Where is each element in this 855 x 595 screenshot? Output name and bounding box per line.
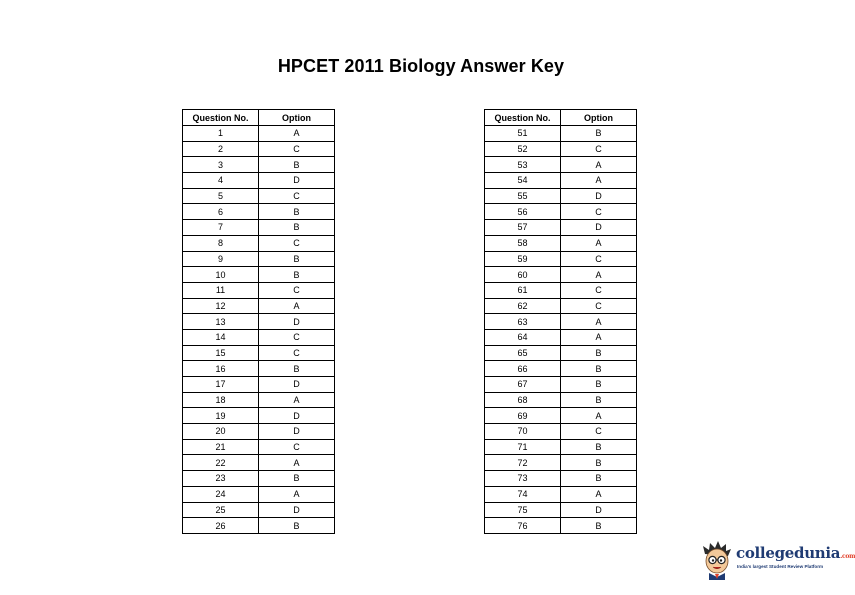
question-number-cell: 22 bbox=[183, 455, 259, 471]
option-cell: C bbox=[259, 188, 335, 204]
table-row bbox=[485, 392, 637, 408]
table-row bbox=[183, 486, 335, 502]
question-no-header: Question No. bbox=[485, 110, 561, 126]
table-row bbox=[485, 439, 637, 455]
table-row bbox=[485, 298, 637, 314]
table-row bbox=[485, 314, 637, 330]
option-cell: C bbox=[561, 282, 637, 298]
table-row bbox=[485, 126, 637, 142]
option-cell: A bbox=[561, 314, 637, 330]
question-number-cell: 13 bbox=[183, 314, 259, 330]
option-cell: B bbox=[259, 267, 335, 283]
option-cell: B bbox=[259, 361, 335, 377]
option-header: Option bbox=[561, 110, 637, 126]
question-number-cell: 73 bbox=[485, 471, 561, 487]
option-cell: B bbox=[259, 471, 335, 487]
table-row bbox=[183, 361, 335, 377]
question-number-cell: 74 bbox=[485, 486, 561, 502]
question-number-cell: 18 bbox=[183, 392, 259, 408]
option-cell: C bbox=[259, 141, 335, 157]
logo-tagline: India's largest Student Review Platform bbox=[737, 564, 824, 569]
table-row bbox=[485, 518, 637, 534]
option-cell: A bbox=[259, 126, 335, 142]
question-number-cell: 76 bbox=[485, 518, 561, 534]
question-number-cell: 10 bbox=[183, 267, 259, 283]
option-cell: A bbox=[259, 392, 335, 408]
option-cell: D bbox=[259, 502, 335, 518]
question-number-cell: 12 bbox=[183, 298, 259, 314]
table-row bbox=[485, 502, 637, 518]
option-cell: A bbox=[561, 408, 637, 424]
question-number-cell: 1 bbox=[183, 126, 259, 142]
question-number-cell: 5 bbox=[183, 188, 259, 204]
table-row bbox=[485, 471, 637, 487]
option-cell: B bbox=[259, 518, 335, 534]
table-row bbox=[183, 141, 335, 157]
logo-name: collegedunia bbox=[736, 544, 841, 562]
question-number-cell: 58 bbox=[485, 235, 561, 251]
option-cell: C bbox=[259, 282, 335, 298]
table-row bbox=[183, 173, 335, 189]
table-row bbox=[183, 157, 335, 173]
option-cell: D bbox=[259, 173, 335, 189]
question-number-cell: 20 bbox=[183, 424, 259, 440]
table-header-row bbox=[183, 110, 335, 126]
table-row bbox=[485, 251, 637, 267]
question-number-cell: 25 bbox=[183, 502, 259, 518]
question-number-cell: 3 bbox=[183, 157, 259, 173]
table-row bbox=[485, 282, 637, 298]
question-number-cell: 16 bbox=[183, 361, 259, 377]
question-number-cell: 51 bbox=[485, 126, 561, 142]
table-row bbox=[183, 251, 335, 267]
option-cell: C bbox=[259, 235, 335, 251]
question-number-cell: 69 bbox=[485, 408, 561, 424]
option-cell: C bbox=[561, 298, 637, 314]
option-cell: B bbox=[561, 377, 637, 393]
option-cell: D bbox=[259, 314, 335, 330]
table-row bbox=[485, 220, 637, 236]
answer-key-table-right bbox=[484, 109, 637, 534]
option-cell: C bbox=[259, 329, 335, 345]
question-number-cell: 59 bbox=[485, 251, 561, 267]
option-cell: D bbox=[259, 377, 335, 393]
table-row bbox=[183, 298, 335, 314]
option-cell: A bbox=[561, 235, 637, 251]
table-row bbox=[183, 329, 335, 345]
table-row bbox=[183, 455, 335, 471]
table-row bbox=[485, 235, 637, 251]
question-number-cell: 2 bbox=[183, 141, 259, 157]
option-cell: C bbox=[561, 251, 637, 267]
question-number-cell: 68 bbox=[485, 392, 561, 408]
table-row bbox=[183, 502, 335, 518]
question-number-cell: 57 bbox=[485, 220, 561, 236]
table-row bbox=[485, 424, 637, 440]
option-cell: B bbox=[259, 251, 335, 267]
option-cell: A bbox=[259, 486, 335, 502]
question-number-cell: 61 bbox=[485, 282, 561, 298]
question-number-cell: 66 bbox=[485, 361, 561, 377]
table-row bbox=[183, 204, 335, 220]
option-cell: B bbox=[561, 126, 637, 142]
page-title: HPCET 2011 Biology Answer Key bbox=[277, 56, 565, 76]
option-header: Option bbox=[259, 110, 335, 126]
question-number-cell: 14 bbox=[183, 329, 259, 345]
table-row bbox=[183, 471, 335, 487]
option-cell: B bbox=[561, 455, 637, 471]
question-number-cell: 65 bbox=[485, 345, 561, 361]
option-cell: B bbox=[561, 471, 637, 487]
option-cell: D bbox=[259, 408, 335, 424]
question-number-cell: 72 bbox=[485, 455, 561, 471]
option-cell: D bbox=[561, 502, 637, 518]
option-cell: C bbox=[561, 204, 637, 220]
table-row bbox=[183, 235, 335, 251]
table-row bbox=[183, 126, 335, 142]
option-cell: A bbox=[259, 455, 335, 471]
option-cell: C bbox=[259, 345, 335, 361]
question-number-cell: 70 bbox=[485, 424, 561, 440]
table-row bbox=[485, 345, 637, 361]
student-mascot-icon bbox=[700, 540, 734, 580]
question-number-cell: 53 bbox=[485, 157, 561, 173]
question-number-cell: 6 bbox=[183, 204, 259, 220]
question-number-cell: 8 bbox=[183, 235, 259, 251]
option-cell: A bbox=[561, 173, 637, 189]
table-row bbox=[183, 267, 335, 283]
table-row bbox=[485, 377, 637, 393]
logo-tld: .com bbox=[840, 553, 855, 560]
answer-key-table-left bbox=[182, 109, 335, 534]
table-row bbox=[183, 392, 335, 408]
logo-wordmark bbox=[736, 544, 855, 562]
question-number-cell: 24 bbox=[183, 486, 259, 502]
table-row bbox=[485, 329, 637, 345]
table-row bbox=[485, 141, 637, 157]
table-row bbox=[183, 377, 335, 393]
table-row bbox=[183, 188, 335, 204]
table-row bbox=[485, 408, 637, 424]
question-number-cell: 52 bbox=[485, 141, 561, 157]
question-number-cell: 17 bbox=[183, 377, 259, 393]
question-number-cell: 26 bbox=[183, 518, 259, 534]
option-cell: B bbox=[259, 220, 335, 236]
option-cell: B bbox=[561, 392, 637, 408]
question-number-cell: 11 bbox=[183, 282, 259, 298]
option-cell: B bbox=[561, 361, 637, 377]
question-number-cell: 21 bbox=[183, 439, 259, 455]
table-row bbox=[183, 345, 335, 361]
question-number-cell: 71 bbox=[485, 439, 561, 455]
collegedunia-logo bbox=[700, 540, 855, 580]
question-number-cell: 4 bbox=[183, 173, 259, 189]
question-number-cell: 23 bbox=[183, 471, 259, 487]
option-cell: B bbox=[561, 345, 637, 361]
table-row bbox=[485, 486, 637, 502]
question-number-cell: 64 bbox=[485, 329, 561, 345]
option-cell: A bbox=[561, 157, 637, 173]
option-cell: A bbox=[259, 298, 335, 314]
table-row bbox=[183, 518, 335, 534]
option-cell: D bbox=[561, 188, 637, 204]
question-number-cell: 54 bbox=[485, 173, 561, 189]
question-number-cell: 55 bbox=[485, 188, 561, 204]
table-row bbox=[485, 173, 637, 189]
table-row bbox=[485, 267, 637, 283]
option-cell: B bbox=[259, 157, 335, 173]
table-header-row bbox=[485, 110, 637, 126]
question-number-cell: 62 bbox=[485, 298, 561, 314]
question-number-cell: 67 bbox=[485, 377, 561, 393]
option-cell: B bbox=[561, 518, 637, 534]
question-number-cell: 75 bbox=[485, 502, 561, 518]
option-cell: B bbox=[561, 439, 637, 455]
option-cell: B bbox=[259, 204, 335, 220]
table-row bbox=[183, 439, 335, 455]
question-number-cell: 60 bbox=[485, 267, 561, 283]
table-row bbox=[485, 204, 637, 220]
question-number-cell: 15 bbox=[183, 345, 259, 361]
question-no-header: Question No. bbox=[183, 110, 259, 126]
question-number-cell: 19 bbox=[183, 408, 259, 424]
table-row bbox=[485, 361, 637, 377]
table-row bbox=[183, 424, 335, 440]
table-row bbox=[183, 408, 335, 424]
option-cell: C bbox=[561, 424, 637, 440]
option-cell: A bbox=[561, 486, 637, 502]
option-cell: D bbox=[259, 424, 335, 440]
question-number-cell: 56 bbox=[485, 204, 561, 220]
question-number-cell: 63 bbox=[485, 314, 561, 330]
table-row bbox=[183, 314, 335, 330]
question-number-cell: 7 bbox=[183, 220, 259, 236]
table-row bbox=[183, 282, 335, 298]
option-cell: C bbox=[259, 439, 335, 455]
table-row bbox=[183, 220, 335, 236]
option-cell: C bbox=[561, 141, 637, 157]
option-cell: A bbox=[561, 329, 637, 345]
table-row bbox=[485, 455, 637, 471]
option-cell: A bbox=[561, 267, 637, 283]
option-cell: D bbox=[561, 220, 637, 236]
table-row bbox=[485, 188, 637, 204]
question-number-cell: 9 bbox=[183, 251, 259, 267]
table-row bbox=[485, 157, 637, 173]
